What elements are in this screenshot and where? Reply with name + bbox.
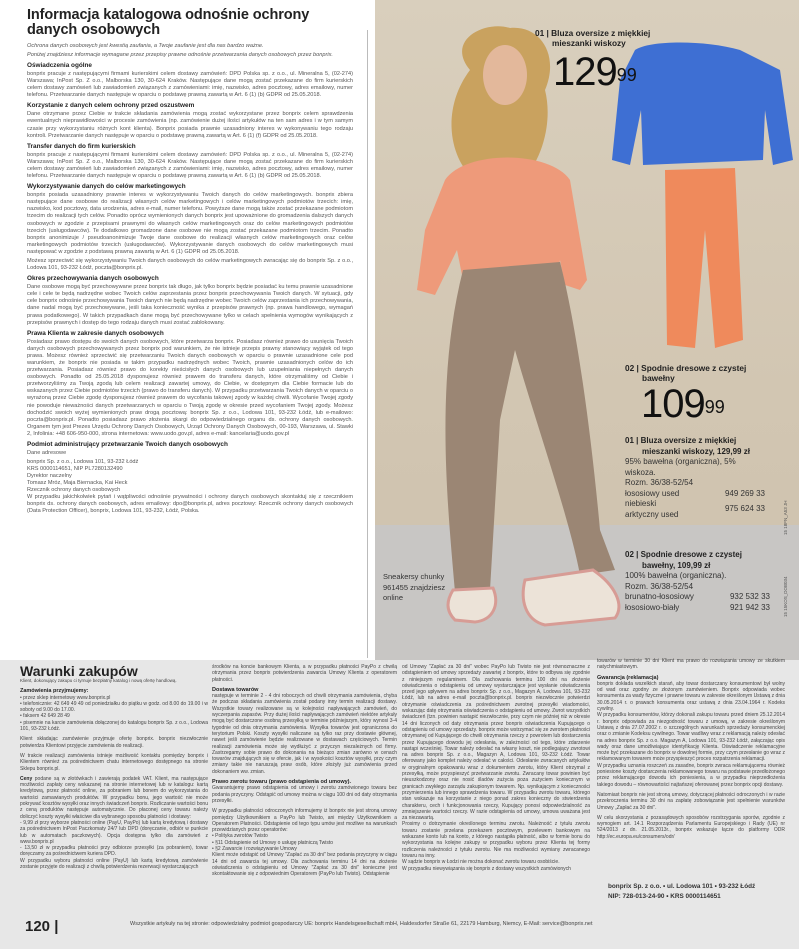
intro-paragraph: Poniżej znajdziesz informacje wymagane przez przepisy prawne odnośnie przetwarzania danych osobowych przez bonprix. (27, 52, 333, 58)
sneakers-note: Sneakersy chunky 961455 znajdziesz online (383, 572, 446, 602)
terms-block (20, 736, 208, 749)
section-paragraph: Dane adresowe (27, 450, 67, 457)
terms-column-1 (20, 664, 208, 874)
terms-text: W celu skorzystania z pozasądowych sposobów rozstrzygania sporów, zgodnie z wymogiem art. 14.1 Rozporządzenia Parlamentu Europejskiego i Rady (UE) nr 524/2013 z dn. 21.05.2013r., bonprix wskazuje łącze do platformy ODR http://ec.europa.eu/consumers/odr/ (597, 814, 785, 840)
terms-block (212, 664, 397, 683)
variant-row: niebieski arktyczny used 975 624 33 (625, 499, 765, 519)
side-code: 15 18FN_A53 JH (783, 500, 788, 535)
variant-row: brunatno-łososiowy 932 532 33 (625, 592, 770, 601)
terms-text: towarów w terminie 30 dni Klient ma prawo do rozwiązania umowy ze skutkiem natychmiastowym. (597, 658, 785, 671)
terms-text: Klient składając zamówienie przyjmuje ofertę bonprix. bonprix niezwłocznie potwierdza Klientowi przyjęcie zamówienia do realizacji. (20, 736, 208, 749)
product-title-line2: mieszanki wiskozy (552, 38, 626, 48)
model-pants (445, 262, 615, 592)
company-address: bonprix Sp. z o.o. • ul. Lodowa 101 • 93-232 Łódź (608, 883, 756, 890)
terms-block (597, 815, 785, 840)
terms-text: środków na koncie bankowym Klienta, a w przypadku płatności PayPo z chwilą otrzymania przez bonprix potwierdzenia zawarcia Umowy Klienta z operatorem płatności. (212, 664, 397, 683)
terms-block (402, 664, 590, 872)
page-number: 120 | (25, 918, 59, 935)
terms-text: Natomiast bonprix nie jest stroną umowy, dotyczącej płatności odroczonych i w razie przekroczenia terminu 30 dni na zapłatę zobowiązanie jest spełnienie warunków Umowy „Zapłać za 30 dni". (597, 791, 785, 811)
section-paragraph: bonprix posiada uzasadniony prawnie interes w wykorzystywaniu Twoich danych do celów marketingowych. bonprix zbiera następujące dane osobowe do realizacji własnych celów marketingowych i celów marketingowych podmiotów trzecich: imię, nazwisko, kod pocztowy, data urodzenia, adres e-mail, numer telefonu. Powyższe dane mogą także zostać przekazane podmiotom trzecim do realizacji tych celów. Ponadto oprócz wymienionych danych bonprix jest upoważnione do gromadzenia dalszych danych osobowych w zgodzie z przepisami prawnymi do własnych celów marketingowych oraz do celów marketingowych podmiotów trzecich (usługodawców). Te dodatkowo gromadzone dane osobowe nie mogą zostać przekazane podmiotom trzecim. Ponadto bonprix anonimizuje / pseudoanonimizuje Twoje dane osobowe do realizacji własnych celów marketingowych oraz celów marketingowych podmiotów trzecich (usługodawców). Wykorzystywanie danych osobowych do celów marketingowych musi następować w zgodzie z podstawą prawną zawartą w Art. 6 (1) GDPR od 25.05.2018. (27, 192, 353, 255)
footer-note: Wszystkie artykuły na tej stronie: odpowiedzialny podmiot gospodarczy UE: bonprix Handelsgesellschaft mbH, Haldesdorfer Straße 61, 22179 Hamburg, Niemcy, E-Mail: service@bonprix.net (130, 921, 593, 927)
terms-heading: Prawo zwrotu towaru (prawo odstąpienia od umowy). (212, 779, 352, 786)
product-01-details: 01 | Bluza oversize z miękkiej mieszanki wiskozy, 129,99 zł 95% bawełna (organiczna), 5% wiskoza. Rozm. 36/38-52/54 łososiowy used 949 269 33 niebieski arktyczny used 975 624 33 (625, 436, 765, 519)
terms-column-3 (402, 664, 590, 876)
privacy-title: Informacja katalogowa odnośnie ochrony danych osobowych (27, 7, 310, 38)
terms-heading: Gwarancja (reklamacja) (597, 674, 659, 681)
section-heading: Podmiot administrujący przetwarzanie Twoich danych osobowych (27, 441, 228, 449)
terms-heading: Zamówienia przyjmujemy: (20, 688, 89, 695)
address-block: bonprix Sp. z o.o., Lodowa 101, 93-232 Łódź KRS 0000114651, NIP PL7280132490 Dyrektor naczelny Tomasz Mróz, Maja Biernacka, Kai Heck Rzecznik ochrony danych osobowych (27, 459, 139, 494)
section-heading: Transfer danych do firm kurierskich (27, 142, 136, 150)
terms-block (20, 753, 208, 772)
terms-text: W przypadku płatności odroczonych informujemy iż bonprix nie jest stroną umowy pomiędzy Użytkownikiem a PayPo lub Twisto, ani między Użytkownikiem a Operatorem Płatności. Odstąpienie od tego typu umów jest możliwe na warunkach przewidzianych przez operatorów: • Polityka zwrotów Twisto • §11 Odstąpienie od Umowy o usługę płatniczą Twisto • §2 Zawarcie i rozwiązywanie Umowy Klient może odstąpić od Umowy "Zapłać za 30 dni" bez podania przyczyny w ciągu 14 dni od zawarcia tej umowy. Dla zachowania terminu 14 dni na złożenie oświadczenia o odstąpieniu od Umowy "Zapłać za 30 dni" konieczne jest skontaktowanie się z odpowiednim Operatorem (PayPo lub Twisto). Odstąpienie (212, 808, 397, 878)
terms-text: od Umowy "Zapłać za 30 dni" wobec PayPo lub Twisto nie jest równoznaczne z odstąpieniem od umowy sprzedaży zawartej z bonprix, które to odbywa się zgodnie z niniejszym regulaminem. Dla zachowania terminu 100 dni na złożenie oświadczenia o odstąpieniu od umowy wystarczające jest wysłanie oświadczenia przed jego upływem na adres bonprix Sp. z o.o., Magazyn A, Lodowa 101, 93-232 Łódź, lub na adres e-mail poczta@bonprix.pl. bonprix niezwłocznie potwierdzi otrzymanie oświadczenia za pośrednictwem zwrotnej przesyłki wiadomości, wskazując datę otrzymania oświadczenia o odstąpieniu od umowy. Zwrot wszystkich świadczeń (tzn. powinien nastąpić niezwłocznie, przy czym nie później niż w okresie 14 dni liczonych od daty otrzymania przez bonprix oświadczenia Kupującego o odstąpieniu od umowy sprzedaży. bonprix może wstrzymać się ze zwrotem płatności otrzymanej od Kupującego do chwili otrzymania rzeczy z powrotem lub dostarczenia przez Kupującego dowodu jej odesłania, w zależności od tego, które zdarzenie nastąpi wcześniej. Towar należy odesłać na własny koszt, nie podlegający zwrotowi na adres bonprix Sp. z o.o., Magazyn A, Lodowa 101, 93-232 Łódź. Towar oferowany jako komplet należy odesłać w całości. Odesłanie zwracanych artykułów w oryginalnym opakowaniu wraz z dokumentem zwrotu, który Klient otrzymał z przesyłką, może przyspieszyć przetwarzanie zwrotu. Zwracany towar powinien być nieuszkodzony oraz nie nosić śladów zużycia poza zużyciem koniecznym w granicach zwykłego zarządu zakupionym towarem. Np. wynikającym z konieczności przymierzenia lub innego sprawdzenia towaru. W przypadku zwrotu towaru, którego stan wskazuje na korzystanie z niego ponad zakres konieczny do stwierdzenia charakteru, cech i funkcjonowania rzeczy, Kupujący ponosi odpowiedzialność za zmniejszenie wartości rzeczy. W razie odstąpienia od umowy, umowa uważana jest za niezawartą. Prosimy o dotrzymanie określonego terminu zwrotu. Należność z tytułu zwrotu towaru zostanie przelana przekazem pocztowym, przelewem bankowym na wskazane konto lub na konto, z którego nastąpiła płatność, albo w formie bonu do wykorzystania na kolejne zakupy w przypadku wyboru przez Klienta tej formy rozliczenia należności z tytułu zwrotu. Nie ma możliwości wymiany zwracanego towaru na inny. W sądzie bonprix w Łodzi nie można dokonać zwrotu towaru osobiście. W przypadku niewywiązania się bonprix z dostawy wszystkich zamówionych (402, 664, 590, 872)
orange-pants-product (665, 168, 743, 348)
section-paragraph: Dane osobowe mogą być przechowywane przez bonprix tak długo, jak tylko bonprix będzie posiadać ku temu prawnie uzasadnione cele i cele te będą nadrzędne wobec Twoich celów zaprzestania przez bonprix przechowywania Twoich danych. W sytuacji, gdy cele bonprix odnośnie przechowywania Twoich danych nie będą nadrzędne wobec Twoich celów zaprzestania ich przechowywania, dane nadal mogą być przechowywane, jeśli taka konieczność wynika z przepisów prawnych (np. prawa handlowego, wymagań prawa podatkowego). W takich przypadkach dane mogą być przechowywane tylko w celach spełnienia wymogów wynikających z przepisów prawnych i dostęp do tego rodzaju danych musi zostać zablokowany. (27, 284, 353, 326)
terms-title: Warunki zakupów (20, 663, 138, 679)
side-code: 15 15KOS_DOB034 (783, 576, 788, 617)
section-heading: Wykorzystywanie danych do celów marketingowych (27, 183, 186, 191)
section-paragraph: Dane otrzymane przez Ciebie w trakcie składania zamówienia mogą zostać wykorzystane przez bonprix celem sprawdzenia ewentualnych nieprawidłowości w procesie zamówienia (np. zamówienie dużej ilości artykułów na ten sam adres i w tym samym czasie przy wykorzystaniu różnych kont klienta). Bonprix posiada prawnie uzasadniony interes w wykonywaniu tego rodzaju kontroli. Przetwarzanie danych następuje w oparciu o podstawę prawną zawartą w Art. 6 (1) (f) GDPR od 25.05.2018. (27, 111, 353, 139)
product-02-headline: 02 | Spodnie dresowe z czystej bawełny (625, 363, 747, 383)
terms-text: Gwarantujemy prawo odstąpienia od umowy i zwrotu zamówionego towaru bez podania przyczyny. Odstąpić od umowy można w ciągu 100 dni od daty otrzymania przesyłki. (212, 785, 397, 804)
section-heading: Okres przechowywania danych osobowych (27, 275, 159, 283)
section-heading: Oświadczenia ogólne (27, 62, 92, 69)
model-face (483, 45, 527, 105)
terms-heading: Dostawa towarów (212, 686, 259, 693)
variant-row: łososiowy used 949 269 33 (625, 488, 765, 498)
variant-row: łososiowo-biały 921 942 33 (625, 602, 770, 612)
product-number: 01 (535, 28, 545, 38)
product-01-headline: 01 | Bluza oversize z miękkiej mieszanki wiskozy (535, 28, 651, 48)
privacy-intro (27, 43, 353, 59)
section-paragraph: Posiadasz prawo dostępu do swoich danych osobowych, które przetwarza bonprix. Posiadasz również prawo do usunięcia Twoich danych osobowych przechowywanych przez bonprix pod warunkiem, że nie istnieje przepis prawny stanowiący wyjątek od tego prawa. Możesz również sprzeciwić się przetwarzaniu Twoich danych osobowych w oparciu o prawnie uzasadnione cele pod warunkiem, że bonprix nie posiada w takim przypadku nadrzędnych wobec Twoich, prawnie uzasadnionych celów do ich przetwarzania. Posiadasz również prawo do korekty nieścisłych danych osobowych lub uzupełniania niepełnych danych osobowych. Ponadto od 25.05.2018 dysponujesz również prawem do transferu danych, które otrzymaliśmy od Ciebie i przetworzyliśmy za Twoją zgodą lub celem realizacji zawartej umowy, do Ciebie, w dostępnym dla Ciebie formacie lub do wskazanych przez Ciebie podmiotów trzecich (prawo do transferu danych). W przypadku przetwarzania Twoich danych w oparciu o wyrażoną przez Ciebie zgodę dysponujesz również prawem do wycofania takowej zgody w każdej chwili. Wycofanie Twojej zgody nie powoduje nieważności danych przetwarzanych w oparciu o Twoją zgodę w okresie przed wycofaniem Twojej zgody. Możesz dochodzić swoich wyżej wymienionych praw drogą pocztową: bonprix Sp. z o.o., Lodowa 101, 93-232 Łódź, lub e-mailowo: poczta@bonprix.pl. Ponadto posiadasz prawo złożenia skargi do odpowiedzialnego organu ds. ochrony danych osobowych. Organem tym jest Prezes Urzędu Ochrony Danych Osobowych, Urząd Ochrony Danych Osobowych, 00-193, Warszawa, ul. Stawki 2, Infolinia: +48 606-950-000, strona internetowa: www.uodo.gov.pl, adres e-mail: kancelaria@uodo.gov.pl (27, 338, 353, 437)
section-paragraph: bonprix pracuje z następującymi firmami kurierskimi celem dostawy zamówień: DPD Polska sp. z o.o., ul. Mineralna 5, (02-274) Warszawa; InPost Sp. Z o.o., Malborska 130, 30-624 Kraków. Następujące dane mogą zostać przekazane do firm kurierskich celem dostawy zamówień lub zawiadomień związanych z zamówieniami: imię, nazwisko, adres pocztowy, adres emailowy, numer telefonu. Przetwarzanie danych następuje w oparciu o podstawę prawną zawartą w Art. 6 (1) (b) GDPR od 25.05.2018. (27, 71, 353, 99)
terms-text: następuje w terminie 2 - 4 dni roboczych od chwili otrzymania zamówienia, chyba że podczas składania zamówienia został podany inny termin realizacji dostawy. Wszystkie towary realizowane są w kolejności napływających zamówień, do wyczerpania zapasów. Przy dużej ilości napływających zamówień niektóre artykuły mogą być dostarczone osobną przesyłką w terminie późniejszym, który wynosi 3-4 tygodnie od dnia otrzymania zamówienia. Wysyłka towarów jest ograniczona do terytorium Polski. Koszty wysyłki naliczane są tylko raz przy dostawie głównej, nawet jeśli zamówienie będzie realizowane w dostawach częściowych. Termin realizacji zamówienia może się wydłużyć z przyczyn niezależnych od firmy. Zastrzegamy sobie prawo do dokonania na bieżąco zmian zarówno w cenach towarów znajdujących się w ofercie, jak i w wysokości kosztów wysyłki, przy czym zmiany takie nie naruszają praw osób, które złożyły już zamówienia przed dokonaniem ww. zmian. (212, 693, 397, 775)
terms-block (597, 658, 785, 671)
terms-block (20, 776, 208, 870)
terms-column-2 (212, 664, 397, 882)
terms-text: W trakcie realizacji zamówienia istnieje możliwość kontaktu pomiędzy bonprix i Klientem również za pośrednictwem chatu internetowego dostępnego na stronie Sklepu bonprix.pl. (20, 752, 208, 772)
terms-block (597, 792, 785, 811)
terms-column-4 (597, 658, 785, 844)
terms-block (20, 688, 208, 732)
intro-paragraph: Ochrona danych osobowych jest kwestią zaufania, a Twoje zaufanie jest dla nas bardzo ważne. (27, 43, 264, 49)
section-heading: Prawa Klienta w zakresie danych osobowych (27, 329, 164, 337)
product-01-price: $129^{99}$ (553, 50, 637, 94)
terms-text: • przez sklep internetowy www.bonprix.pl • telefonicznie: 42 649 49 49 od poniedziałku do piątku w godz. od 8.00 do 19.00 i w soboty od 9.00 do 17.00. • faksem 42 649 28 49 • pisemnie na karcie zamówienia dołączonej do katalogu bonprix Sp. z o.o., Lodowa 101, 93-232 Łódź. (20, 694, 208, 733)
terms-text: podane są w złotówkach i zawierają podatek VAT. Klient, ma następujące możliwości zapłaty ceny wskazanej na stronie internetowej lub w katalogu: kartą kredytową, przez płatność online, za pobraniem lub bonem do wykorzystania do wartości zamawianych produktów. W przypadku bonu, jego wartość nie może pokrywać kosztów wysyłki oraz innych świadczeń bonprix. Rozliczanie wartości bonu z ceną produktów następuje automatycznie. Do płaconej ceny towaru należy doliczyć koszty wysyłki właściwe dla wybranego sposobu płatności i dostawy: - 9,99 zł przy wyborze płatności online (PayU, PayPo) lub kartą kredytową i dostawy za pośrednictwem InPost Paczkomaty 24/7 lub DPD (doręczanie, odbiór w punkcie lub w automatach paczkowych). Opcja dostępna tylko dla zamówień z www.bonprix.pl - 13,50 zł w przypadku płatności przy odbiorze przesyłki (za pobraniem), towar doręczamy za pośrednictwem kuriera DPD. W przypadku wyboru płatności online (PayU) lub kartą kredytową zamówienie zostanie przyjęte do realizacji z chwilą potwierdzenia rezerwacji wystarczających (20, 775, 208, 871)
section-paragraph: Możesz sprzeciwić się wykorzystywaniu Twoich danych osobowych do celów marketingowych zwracając się do bonprix Sp. z o.o., Lodowa 101, 93-232 Łódź, poczta@bonprix.pl. (27, 257, 353, 272)
section-paragraph: bonprix pracuje z następującymi firmami kurierskimi celem dostawy zamówień: DPD Polska sp. z o.o., ul. Mineralna 5, (02-274) Warszawa; InPost Sp. Z o.o., Malborska 130, 30-624 Kraków. Następujące dane mogą zostać przekazane do firm kurierskich celem dostawy zamówień lub zawiadomień związanych z zamówieniami: imię, nazwisko, adres pocztowy, adres emailowy, numer telefonu. Przetwarzanie danych następuje w oparciu o podstawę prawną zawartą w Art. 6 (1) (b) GDPR od 25.05.2018. (27, 151, 353, 180)
purchase-terms-section (0, 660, 799, 949)
terms-heading: Ceny (20, 775, 33, 782)
privacy-sections (27, 62, 353, 457)
terms-subtitle: Klient, dokonujący zakupu ci tyrnuje bezpłatny katalog i nową ofertę handlową. (20, 678, 177, 683)
product-02-details: 02 | Spodnie dresowe z czystej bawełny, 109,99 zł 100% bawełna (organiczna). Rozm. 36/38-52/54 brunatno-łososiowy 932 532 33 łososiowo-biały 921 942 33 (625, 550, 770, 612)
terms-block (212, 779, 397, 804)
terms-text: bonprix dokłada wszelkich starań, aby towar dostarczany konsumentowi był wolny od wad oraz zgodny ze złożonym zamówieniem. Bonprix odpowiada wobec konsumenta za wady fizyczne i prawne towaru w zakresie określonym Ustawą z dnia 30.05.2014 r. o prawach konsumenta oraz ustawą z dnia 23.04.1964 r. Kodeks cywilny. W przypadku konsumentów, którzy dokonali zakupu towaru przed dniem 25.12.2014 r. bonprix odpowiada za niezgodność towaru z umową, w zakresie określonym Ustawą z dnia 27.07.2002 r. o szczególnych warunkach sprzedaży konsumenckiej oraz o zmianie Kodeksu cywilnego. Towar wadliwy wraz z reklamacją należy odesłać na adres bonprix Sp. z o.o. Magazyn A, Lodowa 101, 93-232 Łódź, załączając opis wady oraz dane umożliwiające identyfikację Klienta. Oświadczenie reklamacyjne może być przekazane do bonprix w dowolnej formie, przy czym przesłanie go wraz z reklamowanym towarem może przyspieszyć proces rozpatrzenia reklamacji. W przypadku uznania roszczeń za zasadne, bonprix zwraca reklamującemu również poniesione koszty dostarczenia reklamowanego towaru na podstawie przedłożonego przez reklamującego dowodu ich poniesienia, a w przypadku nieprzedłożenia takiego dowodu – równowartości najtańszej oferowanej przez bonprix opcji dostawy. (597, 680, 785, 788)
privacy-info-column (0, 0, 375, 660)
column-divider (367, 30, 368, 658)
blue-sweatshirt-product (612, 43, 793, 166)
terms-block (597, 675, 785, 788)
product-photo-panel (375, 0, 799, 660)
product-02-price: $109^{99}$ (641, 382, 725, 426)
terms-block (212, 687, 397, 775)
product-title-line1: Bluza oversize z miękkiej (551, 28, 651, 38)
company-ids: NIP: 728-013-24-90 • KRS 0000114651 (608, 893, 721, 900)
company-info (608, 882, 755, 902)
dpo-contact: W przypadku jakichkolwiek pytań i wątpliwości odnośnie prywatności i ochrony danych osobowych skontaktuj się z rzecznikiem bonprix ds. ochrony danych osobowych, adres emailowy: dpo@bonprix.pl, adres pocztowy: Rzecznik ochrony danych osobowych (Data Protection Officer), bonprix, Lodowa 101, 93-232, Łódź, Polska. (27, 494, 353, 515)
section-heading: Korzystanie z danych celem ochrony przed oszustwem (27, 102, 195, 110)
model-shoe-right (523, 570, 619, 625)
terms-block (212, 808, 397, 877)
